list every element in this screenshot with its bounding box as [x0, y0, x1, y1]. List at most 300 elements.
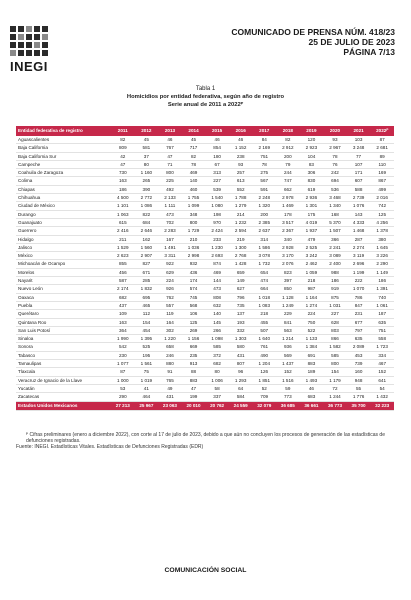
table-cell: 27 213 — [111, 401, 135, 410]
table-cell: 229 — [276, 310, 300, 318]
table-cell: 1 300 — [229, 243, 253, 251]
table-cell: 1 437 — [276, 360, 300, 368]
table-cell: 313 — [205, 169, 229, 177]
table-cell: 175 — [300, 210, 324, 218]
table-row — [16, 260, 394, 268]
table-cell: 841 — [276, 318, 300, 326]
table-cell: 469 — [182, 169, 206, 177]
table-row — [16, 210, 394, 218]
column-header: 2012 — [135, 126, 159, 136]
table-cell: 800 — [158, 169, 182, 177]
table-cell: 1 128 — [276, 293, 300, 301]
table-cell: 149 — [229, 277, 253, 285]
table-cell: 437 — [111, 301, 135, 309]
table-cell: 635 — [347, 335, 371, 343]
table-cell: 1 063 — [111, 210, 135, 218]
table-cell: 168 — [323, 210, 347, 218]
table-cell: 1 561 — [135, 360, 159, 368]
table-cell: 47 — [182, 384, 206, 392]
table-cell: 587 — [111, 277, 135, 285]
table-cell: 1 432 — [370, 393, 394, 401]
table-cell: 913 — [182, 360, 206, 368]
table-cell: 93 — [323, 136, 347, 144]
table-cell: 988 — [323, 268, 347, 276]
table-cell: 218 — [300, 277, 324, 285]
table-cell: 2 693 — [205, 252, 229, 260]
table-cell: 1 723 — [370, 343, 394, 351]
table-cell: 1 019 — [135, 376, 159, 384]
table-cell: 1 156 — [182, 335, 206, 343]
table-cell: 3 170 — [276, 252, 300, 260]
table-cell: 1 230 — [205, 243, 229, 251]
table-cell: 632 — [205, 301, 229, 309]
table-cell: 883 — [300, 360, 324, 368]
table-cell: 20 010 — [182, 401, 206, 410]
table-cell: 174 — [182, 277, 206, 285]
column-header: 2018 — [276, 126, 300, 136]
table-cell: 89 — [370, 152, 394, 160]
table-cell: 366 — [323, 235, 347, 243]
table-cell: 163 — [111, 177, 135, 185]
table-cell: 4 019 — [300, 218, 324, 226]
table-cell: 37 — [135, 152, 159, 160]
table-cell: 765 — [158, 376, 182, 384]
table-cell: 1 303 — [229, 335, 253, 343]
table-cell: 677 — [347, 318, 371, 326]
entity-name-cell: Veracruz de Ignacio de la Llave — [16, 376, 111, 384]
table-cell: 867 — [370, 177, 394, 185]
table-cell: 1 214 — [276, 335, 300, 343]
table-cell: 178 — [276, 210, 300, 218]
table-cell: 1 099 — [182, 202, 206, 210]
table-cell: 808 — [205, 293, 229, 301]
table-cell: 171 — [347, 169, 371, 177]
table-row — [16, 152, 394, 160]
table-cell: 80 — [135, 160, 159, 168]
table-cell: 2 739 — [347, 194, 371, 202]
column-header: 2015 — [205, 126, 229, 136]
table-cell: 581 — [135, 144, 159, 152]
table-cell: 580 — [229, 343, 253, 351]
table-cell: 154 — [323, 368, 347, 376]
table-cell: 71 — [158, 160, 182, 168]
table-cell: 163 — [111, 318, 135, 326]
table-row — [16, 268, 394, 276]
table-cell: 88 — [182, 368, 206, 376]
table-row — [16, 335, 394, 343]
table-cell: 45 — [135, 136, 159, 144]
table-cell: 1 755 — [182, 194, 206, 202]
table-cell: 664 — [252, 285, 276, 293]
table-cell: 3 226 — [370, 252, 394, 260]
table-cell: 1 340 — [323, 202, 347, 210]
table-total-row — [16, 401, 394, 410]
table-cell: 474 — [252, 277, 276, 285]
table-cell: 2 978 — [276, 194, 300, 202]
table-cell: 390 — [135, 185, 159, 193]
table-cell: 106 — [182, 310, 206, 318]
table-cell: 628 — [323, 318, 347, 326]
table-row — [16, 326, 394, 334]
table-cell: 302 — [158, 326, 182, 334]
table-cell: 490 — [252, 351, 276, 359]
table-cell: 52 — [252, 384, 276, 392]
column-header: 2013 — [158, 126, 182, 136]
column-header: 2011 — [111, 126, 135, 136]
entity-name-cell: Guerrero — [16, 227, 111, 235]
table-cell: 372 — [205, 351, 229, 359]
table-cell: 1 384 — [300, 343, 324, 351]
table-cell: 932 — [182, 260, 206, 268]
table-cell: 3 078 — [252, 252, 276, 260]
table-cell: 1 776 — [347, 393, 371, 401]
table-row — [16, 360, 394, 368]
table-cell: 2 768 — [229, 252, 253, 260]
table-cell: 72 — [323, 384, 347, 392]
table-row — [16, 384, 394, 392]
table-cell: 364 — [111, 326, 135, 334]
table-cell: 1 428 — [229, 260, 253, 268]
table-cell: Estados Unidos Mexicanos — [16, 401, 111, 410]
entity-name-cell: México — [16, 252, 111, 260]
table-cell: 683 — [300, 393, 324, 401]
table-cell: 2 907 — [135, 252, 159, 260]
table-cell: 800 — [182, 218, 206, 226]
entity-name-cell: Morelos — [16, 268, 111, 276]
entity-name-cell: Puebla — [16, 301, 111, 309]
table-cell: 2 912 — [276, 144, 300, 152]
table-cell: 47 — [111, 160, 135, 168]
table-cell: 574 — [182, 285, 206, 293]
entity-name-cell: Quintana Roo — [16, 318, 111, 326]
table-cell: 180 — [205, 152, 229, 160]
table-cell: 1 006 — [205, 376, 229, 384]
entity-name-cell: Jalisco — [16, 243, 111, 251]
column-header: Entidad federativa de registro — [16, 126, 111, 136]
entity-name-cell: Tamaulipas — [16, 360, 111, 368]
entity-name-cell: Chiapas — [16, 185, 111, 193]
table-cell: 740 — [370, 293, 394, 301]
table-cell: 154 — [135, 318, 159, 326]
table-cell: 200 — [276, 152, 300, 160]
table-cell: 2 274 — [347, 243, 371, 251]
footer-text: COMUNICACIÓN SOCIAL — [164, 567, 247, 574]
table-cell: 1 086 — [135, 202, 159, 210]
table-cell: 1 529 — [111, 243, 135, 251]
table-cell: 1 036 — [182, 243, 206, 251]
table-cell: 235 — [182, 351, 206, 359]
entity-name-cell: Baja California — [16, 144, 111, 152]
table-cell: 1 279 — [229, 202, 253, 210]
table-cell: 1 059 — [300, 268, 324, 276]
table-cell: 682 — [111, 293, 135, 301]
table-cell: 739 — [347, 360, 371, 368]
table-cell: 2 283 — [158, 227, 182, 235]
preliminary-note: ᴾ Cifras preliminares (enero a diciembre 2022), con corte al 17 de julio de 2023, debido a que aún no concluyen los procesos de generación de las estadísticas de defunciones registradas. — [26, 432, 385, 444]
table-cell: 499 — [370, 185, 394, 193]
table-cell: 613 — [229, 177, 253, 185]
table-cell: 2 367 — [276, 227, 300, 235]
column-header: 2016 — [229, 126, 253, 136]
table-cell: 2 998 — [182, 252, 206, 260]
table-cell: 1 179 — [323, 376, 347, 384]
table-cell: 1 493 — [300, 376, 324, 384]
table-row — [16, 252, 394, 260]
table-cell: 2 076 — [276, 260, 300, 268]
table-cell: 629 — [158, 268, 182, 276]
table-cell: 641 — [370, 376, 394, 384]
table-cell: 2 772 — [135, 194, 159, 202]
table-cell: 46 — [229, 136, 253, 144]
table-row — [16, 202, 394, 210]
column-header: 2014 — [182, 126, 206, 136]
table-cell: 193 — [229, 318, 253, 326]
table-cell: 662 — [276, 185, 300, 193]
table-cell: 2 936 — [300, 194, 324, 202]
homicides-table — [16, 126, 394, 411]
table-row — [16, 393, 394, 401]
table-cell: 269 — [182, 326, 206, 334]
table-cell: 465 — [135, 301, 159, 309]
table-cell: 25 967 — [135, 401, 159, 410]
table-cell: 186 — [370, 277, 394, 285]
table-cell: 2 696 — [347, 260, 371, 268]
table-cell: 2 248 — [252, 194, 276, 202]
table-cell: 23 063 — [158, 401, 182, 410]
table-cell: 464 — [135, 393, 159, 401]
table-cell: 1 080 — [205, 202, 229, 210]
table-cell: 82 — [276, 136, 300, 144]
table-cell: 830 — [300, 177, 324, 185]
table-cell: 195 — [135, 351, 159, 359]
table-cell: 1 729 — [182, 227, 206, 235]
entity-name-cell: Aguascalientes — [16, 136, 111, 144]
table-cell: 659 — [229, 268, 253, 276]
table-cell: 1 220 — [158, 335, 182, 343]
table-cell: 222 — [347, 277, 371, 285]
table-cell: 1 199 — [347, 268, 371, 276]
table-cell: 431 — [158, 393, 182, 401]
table-cell: 866 — [323, 335, 347, 343]
table-cell: 558 — [370, 335, 394, 343]
table-cell: 152 — [276, 368, 300, 376]
table-cell: 1 320 — [252, 202, 276, 210]
table-cell: 227 — [205, 177, 229, 185]
entity-name-cell: San Luis Potosí — [16, 326, 111, 334]
table-cell: 874 — [205, 260, 229, 268]
table-cell: 2 424 — [205, 227, 229, 235]
table-cell: 588 — [347, 185, 371, 193]
table-cell: 2 928 — [276, 243, 300, 251]
entity-name-cell: Tabasco — [16, 351, 111, 359]
table-cell: 627 — [229, 285, 253, 293]
table-cell: 20 762 — [205, 401, 229, 410]
table-cell: 224 — [158, 277, 182, 285]
table-cell: 800 — [323, 360, 347, 368]
table-cell: 557 — [158, 301, 182, 309]
table-cell: 334 — [370, 351, 394, 359]
table-cell: 635 — [370, 318, 394, 326]
table-cell: 35 700 — [347, 401, 371, 410]
table-cell: 1 249 — [276, 301, 300, 309]
table-cell: 880 — [158, 360, 182, 368]
table-cell: 469 — [205, 268, 229, 276]
table-cell: 49 — [158, 384, 182, 392]
table-cell: 1 083 — [252, 301, 276, 309]
table-cell: 47 — [158, 152, 182, 160]
table-cell: 525 — [135, 343, 159, 351]
table-cell: 160 — [347, 368, 371, 376]
table-cell: 332 — [229, 326, 253, 334]
entity-name-cell: Durango — [16, 210, 111, 218]
table-cell: 145 — [205, 318, 229, 326]
table-cell: 32 223 — [370, 401, 394, 410]
table-cell: 107 — [347, 160, 371, 168]
table-cell: 796 — [229, 293, 253, 301]
table-cell: 77 — [347, 152, 371, 160]
table-cell: 45 — [182, 136, 206, 144]
table-cell: 1 832 — [135, 285, 159, 293]
table-cell: 42 — [111, 152, 135, 160]
table-cell: 2 646 — [135, 227, 159, 235]
table-cell: 4 333 — [347, 218, 371, 226]
table-cell: 3 468 — [323, 194, 347, 202]
table-row — [16, 218, 394, 226]
table-cell: 691 — [300, 351, 324, 359]
table-cell: 1 788 — [229, 194, 253, 202]
table-row — [16, 235, 394, 243]
entity-name-cell: Chihuahua — [16, 194, 111, 202]
table-cell: 658 — [158, 343, 182, 351]
table-cell: 82 — [182, 152, 206, 160]
press-release-header — [231, 27, 395, 57]
table-row — [16, 144, 394, 152]
entity-name-cell: Hidalgo — [16, 235, 111, 243]
table-cell: 3 517 — [276, 218, 300, 226]
table-cell: 1 031 — [323, 301, 347, 309]
table-cell: 919 — [323, 285, 347, 293]
table-cell: 120 — [300, 136, 324, 144]
table-cell: 144 — [205, 277, 229, 285]
table-cell: 1 395 — [135, 335, 159, 343]
table-cell: 1 378 — [370, 227, 394, 235]
table-cell: 3 311 — [158, 252, 182, 260]
table-cell: 436 — [182, 268, 206, 276]
column-header: 2021 — [347, 126, 371, 136]
table-cell: 1 070 — [347, 285, 371, 293]
table-cell: 231 — [347, 310, 371, 318]
entity-name-cell: Oaxaca — [16, 293, 111, 301]
press-release-number: COMUNICADO DE PRENSA NÚM. 418/23 — [231, 27, 395, 37]
table-cell: 3 089 — [323, 252, 347, 260]
table-cell: 827 — [135, 260, 159, 268]
table-cell: 230 — [111, 351, 135, 359]
table-cell: 91 — [158, 368, 182, 376]
table-cell: 671 — [135, 268, 159, 276]
table-row — [16, 293, 394, 301]
table-cell: 125 — [370, 210, 394, 218]
table-cell: 1 851 — [252, 376, 276, 384]
table-cell: 773 — [276, 393, 300, 401]
table-cell: 186 — [323, 277, 347, 285]
table-cell: 59 — [276, 384, 300, 392]
table-cell: 380 — [370, 235, 394, 243]
table-cell: 167 — [158, 235, 182, 243]
column-header: 2022ᴾ — [370, 126, 394, 136]
table-cell: 507 — [252, 326, 276, 334]
table-cell: 225 — [158, 177, 182, 185]
table-row — [16, 227, 394, 235]
table-cell: 46 — [205, 136, 229, 144]
table-cell: 1 293 — [229, 376, 253, 384]
table-cell: 219 — [229, 235, 253, 243]
table-cell: 1 540 — [205, 194, 229, 202]
table-cell: 1 077 — [111, 360, 135, 368]
table-header-row — [16, 126, 394, 136]
table-cell: 694 — [323, 177, 347, 185]
table-cell: 563 — [276, 326, 300, 334]
table-cell: 137 — [229, 310, 253, 318]
entity-name-cell: Tlaxcala — [16, 368, 111, 376]
table-cell: 467 — [370, 360, 394, 368]
table-cell: 46 — [158, 136, 182, 144]
table-cell: 87 — [111, 368, 135, 376]
table-cell: 104 — [300, 152, 324, 160]
table-cell: 1 232 — [229, 218, 253, 226]
table-cell: 36 773 — [323, 401, 347, 410]
table-cell: 654 — [252, 268, 276, 276]
table-cell: 850 — [276, 285, 300, 293]
table-cell: 1 301 — [300, 202, 324, 210]
table-cell: 542 — [111, 343, 135, 351]
table-cell: 186 — [111, 185, 135, 193]
table-cell: 2 462 — [300, 260, 324, 268]
table-cell: 682 — [205, 360, 229, 368]
table-cell: 619 — [300, 185, 324, 193]
table-cell: 1 990 — [111, 335, 135, 343]
table-cell: 54 — [370, 384, 394, 392]
table-row — [16, 310, 394, 318]
table-cell: 80 — [205, 368, 229, 376]
table-cell: 1 164 — [300, 293, 324, 301]
table-cell: 453 — [347, 351, 371, 359]
table-cell: 797 — [347, 326, 371, 334]
table-cell: 1 732 — [252, 260, 276, 268]
table-row — [16, 243, 394, 251]
table-cell: 584 — [229, 393, 253, 401]
table-cell: 210 — [182, 235, 206, 243]
table-cell: 591 — [252, 185, 276, 193]
table-cell: 93 — [229, 160, 253, 168]
table-cell: 854 — [205, 144, 229, 152]
table-cell: 1 000 — [111, 376, 135, 384]
table-cell: 53 — [111, 384, 135, 392]
table-cell: 96 — [229, 368, 253, 376]
table-cell: 717 — [182, 144, 206, 152]
table-cell: 875 — [323, 293, 347, 301]
table-cell: 1 133 — [300, 335, 324, 343]
table-cell: 1 507 — [323, 227, 347, 235]
table-cell: 1 274 — [300, 301, 324, 309]
table-cell: 454 — [135, 326, 159, 334]
table-row — [16, 160, 394, 168]
table-cell: 615 — [111, 218, 135, 226]
table-cell: 702 — [158, 218, 182, 226]
table-cell: 1 160 — [135, 169, 159, 177]
table-cell: 1 076 — [347, 202, 371, 210]
entity-name-cell: Nayarit — [16, 277, 111, 285]
entity-name-cell: Zacatecas — [16, 393, 111, 401]
